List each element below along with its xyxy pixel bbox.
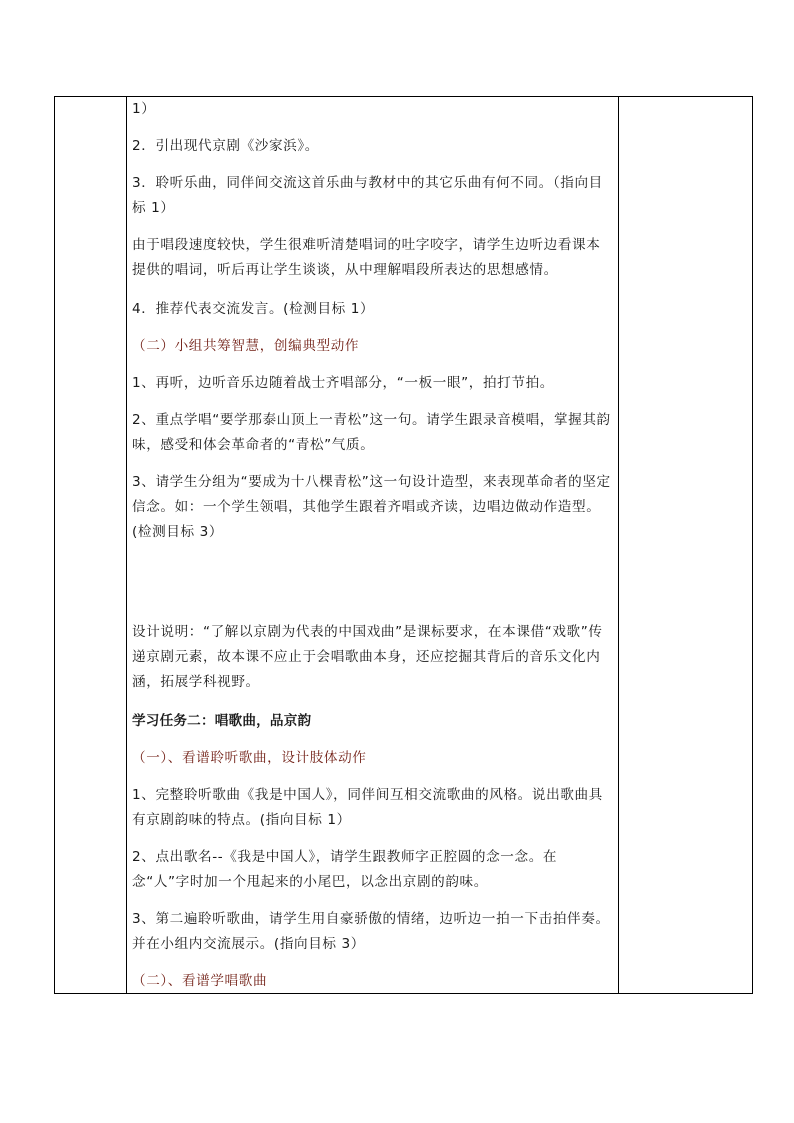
section-heading: （二）小组共筹智慧，创编典型动作 — [132, 338, 360, 354]
text-paragraph: 2、点出歌名--《我是中国人》，请学生跟教师字正腔圆的念一念。在念“人”字时加一个甩起来的小尾巴，以念出京剧的韵味。 — [132, 849, 558, 890]
design-note: 设计说明：“了解以京剧为代表的中国戏曲”是课标要求，在本课借“戏歌”传递京剧元素，故本课不应止于会唱歌曲本身，还应挖掘其背后的音乐文化内涵，拓展学科视野。 — [132, 624, 603, 690]
task-heading: 学习任务二：唱歌曲，品京韵 — [132, 713, 312, 729]
text-line: 3．聆听乐曲，同伴间交流这首乐曲与教材中的其它乐曲有何不同。（指向目标 1） — [132, 175, 603, 216]
text-line: 4．推荐代表交流发言。(检测目标 1） — [132, 301, 375, 317]
text-line: 1） — [132, 101, 156, 117]
text-line: 2．引出现代京剧《沙家浜》。 — [132, 138, 319, 154]
text-line: 1、再听，边听音乐边随着战士齐唱部分，“一板一眼”，拍打节拍。 — [132, 375, 554, 391]
main-content-cell — [132, 97, 612, 994]
left-column-divider — [126, 97, 127, 993]
section-heading: （二）、看谱学唱歌曲 — [132, 973, 268, 989]
lesson-plan-table — [54, 96, 753, 994]
text-paragraph: 1、完整聆听歌曲《我是中国人》，同伴间互相交流歌曲的风格。说出歌曲具有京剧韵味的特点。(指向目标 1） — [132, 787, 603, 828]
section-heading: （一）、看谱聆听歌曲，设计肢体动作 — [132, 750, 367, 766]
right-column-divider — [618, 97, 619, 993]
text-paragraph: 由于唱段速度较快，学生很难听清楚唱词的吐字咬字，请学生边听边看课本提供的唱词，听后再让学生谈谈，从中理解唱段所表达的思想感情。 — [132, 237, 601, 278]
text-paragraph: 2、重点学唱“要学那泰山顶上一青松”这一句。请学生跟录音模唱，掌握其韵味，感受和体会革命者的“青松”气质。 — [132, 412, 611, 453]
text-paragraph: 3、请学生分组为“要成为十八棵青松”这一句设计造型，来表现革命者的坚定信念。如：一个学生领唱，其他学生跟着齐唱或齐读，边唱边做动作造型。(检测目标 3） — [132, 474, 611, 540]
text-paragraph: 3、第二遍聆听歌曲，请学生用自豪骄傲的情绪，边听边一拍一下击拍伴奏。并在小组内交流展示。(指向目标 3） — [132, 911, 610, 952]
blank-space — [132, 545, 612, 620]
